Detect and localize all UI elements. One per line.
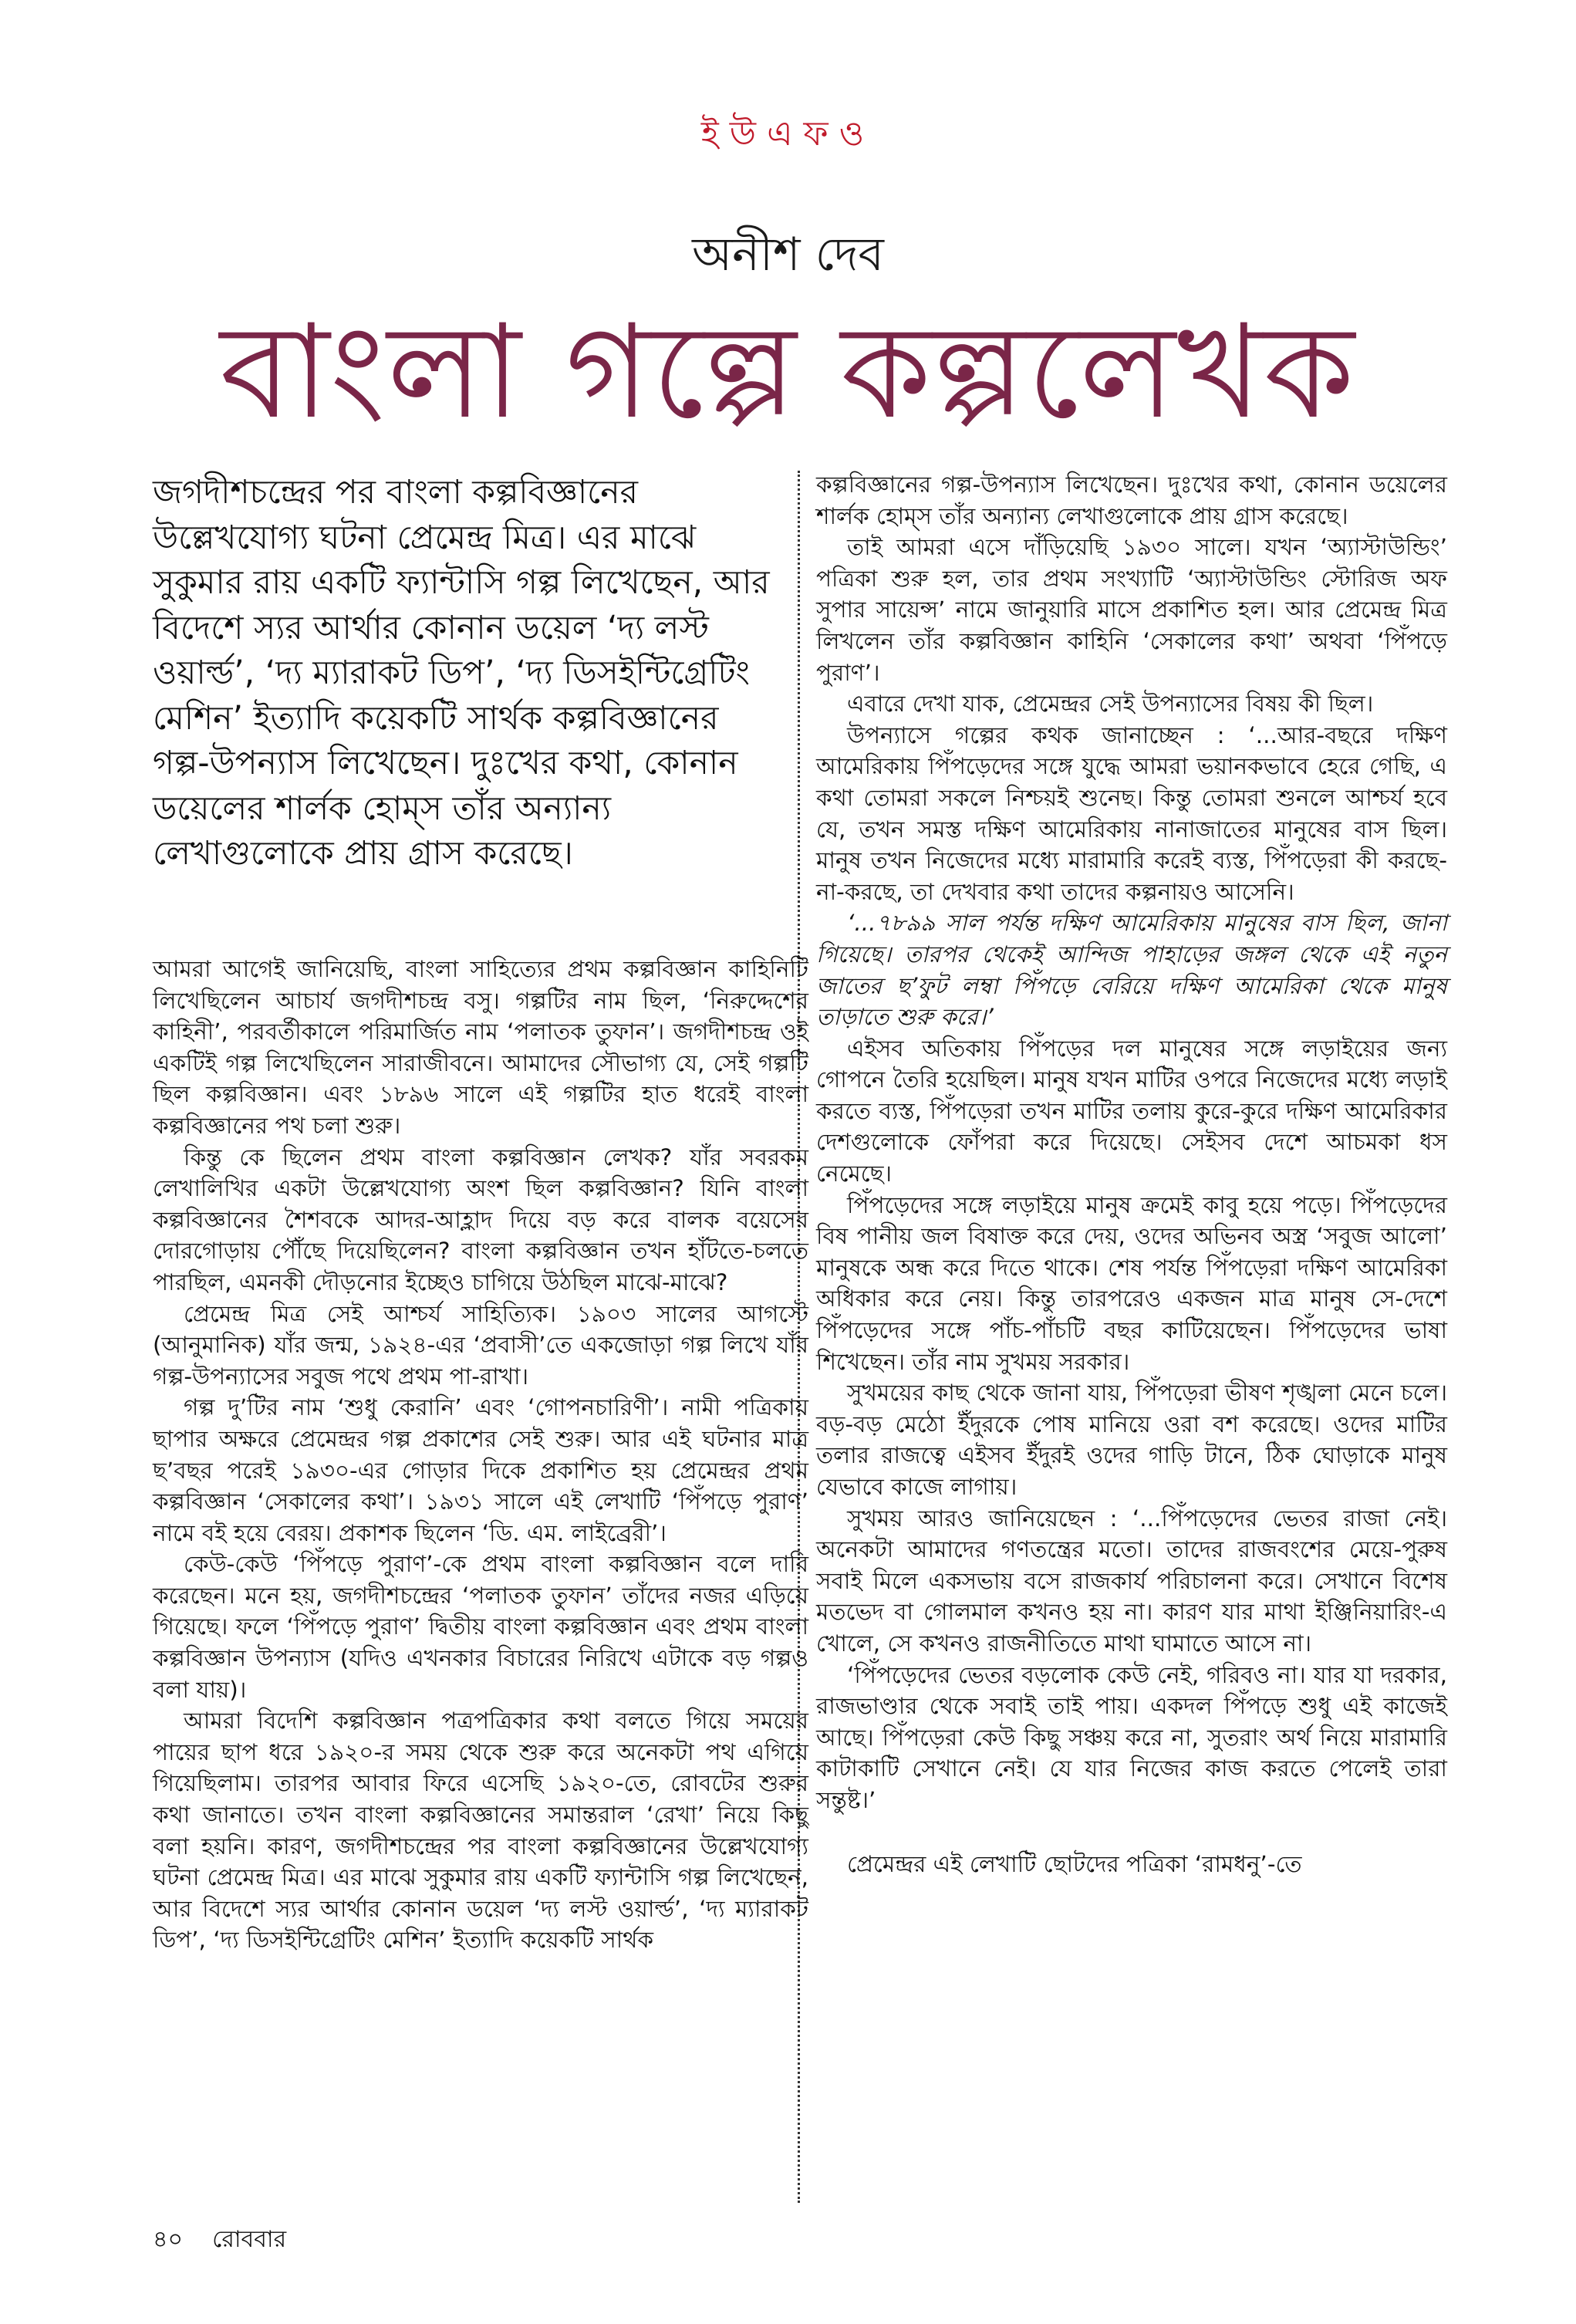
body-paragraph: প্রেমেন্দ্রর এই লেখাটি ছোটদের পত্রিকা ‘রামধনু’-তে bbox=[847, 1850, 1302, 1877]
lead-paragraph bbox=[153, 471, 770, 877]
article-title: বাংলা গল্পে কল্পলেখক bbox=[220, 296, 1356, 448]
body-column-right bbox=[816, 469, 1447, 1880]
body-paragraph: এইসব অতিকায় পিঁপড়ের দল মানুষের সঙ্গে লড়াইয়ের জন্য গোপনে তৈরি হয়েছিল। মানুষ যখন মাটির ওপরে নিজেদের মধ্যে লড়াই করতে ব্যস্ত, পিঁপড়েরা তখন মাটির তলায় কুরে-কুরে দক্ষিণ আমেরিকার দেশগুলোকে ফোঁপরা করে দিয়েছে। সেইসব দেশে আচমকা ধস নেমেছে। bbox=[816, 1035, 1447, 1187]
body-paragraph: উপন্যাসে গল্পের কথক জানাচ্ছেন : ‘...আর-বছরে দক্ষিণ আমেরিকায় পিঁপড়েদের সঙ্গে যুদ্ধে আমরা ভয়ানকভাবে হেরে গেছি, এ কথা তোমরা সকলে নিশ্চয়ই শুনেছ। কিন্তু তোমরা শুনলে আশ্চর্য হবে যে, তখন সমস্ত দক্ষিণ আমেরিকায় নানাজাতের মানুষের বাস ছিল। মানুষ তখন নিজেদের মধ্যে মারামারি করেই ব্যস্ত, পিঁপড়েরা কী করছে-না-করছে, তা দেখবার কথা তাদের কল্পনায়ও আসেনি। bbox=[816, 721, 1447, 905]
body-paragraph: সুখময় আরও জানিয়েছেন : ‘...পিঁপড়েদের ভেতর রাজা নেই। অনেকটা আমাদের গণতন্ত্রের মতো। তাদের রাজবংশের মেয়ে-পুরুষ সবাই মিলে একসভায় বসে রাজকার্য পরিচালনা করে। সেখানে বিশেষ মতভেদ বা গোলমাল কখনও হয় না। কারণ যার মাথা ইঞ্জিনিয়ারিং-এ খোলে, সে কখনও রাজনীতিতে মাথা ঘামাতে আসে না। bbox=[816, 1505, 1447, 1657]
body-paragraph: আমরা আগেই জানিয়েছি, বাংলা সাহিত্যের প্রথম কল্পবিজ্ঞান কাহিনিটি লিখেছিলেন আচার্য জগদীশচন্দ্র বসু। গল্পটির নাম ছিল, ‘নিরুদ্দেশের কাহিনী’, পরবর্তীকালে পরিমার্জিত নাম ‘পলাতক তুফান’। জগদীশচন্দ্র ওই একটিই গল্প লিখেছিলেন সারাজীবনে। আমাদের সৌভাগ্য যে, সেই গল্পটি ছিল কল্পবিজ্ঞান। এবং ১৮৯৬ সালে এই গল্পটির হাত ধরেই বাংলা কল্পবিজ্ঞানের পথ চলা শুরু। bbox=[153, 956, 808, 1139]
section-label: ইউএফও bbox=[700, 114, 876, 154]
page-footer bbox=[153, 2221, 286, 2260]
publication-name: রোববার bbox=[212, 2226, 287, 2253]
body-paragraph: সুখময়ের কাছ থেকে জানা যায়, পিঁপড়েরা ভীষণ শৃঙ্খলা মেনে চলে। বড়-বড় মেঠো ইঁদুরকে পোষ মানিয়ে ওরা বশ করেছে। ওদের মাটির তলার রাজত্বে এইসব ইঁদুরই ওদের গাড়ি টানে, ঠিক ঘোড়াকে মানুষ যেভাবে কাজে লাগায়। bbox=[816, 1380, 1447, 1500]
body-paragraph: আমরা বিদেশি কল্পবিজ্ঞান পত্রপত্রিকার কথা বলতে গিয়ে সময়ের পায়ের ছাপ ধরে ১৯২০-র সময় থেকে শুরু করে অনেকটা পথ এগিয়ে গিয়েছিলাম। তারপর আবার ফিরে এসেছি ১৯২০-তে, রোবটের শুরুর কথা জানাতে। তখন বাংলা কল্পবিজ্ঞানের সমান্তরাল ‘রেখা’ নিয়ে কিছু বলা হয়নি। কারণ, জগদীশচন্দ্রের পর বাংলা কল্পবিজ্ঞানের উল্লেখযোগ্য ঘটনা প্রেমেন্দ্র মিত্র। এর মাঝে সুকুমার রায় একটি ফ্যান্টাসি গল্প লিখেছেন, আর বিদেশে স্যর আর্থার কোনান ডয়েল ‘দ্য লস্ট ওয়ার্ল্ড’, ‘দ্য ম্যারাকট ডিপ’, ‘দ্য ডিসইন্টিগ্রেটিং মেশিন’ ইত্যাদি কয়েকটি সার্থক bbox=[153, 1708, 808, 1954]
body-paragraph: তাই আমরা এসে দাঁড়িয়েছি ১৯৩০ সালে। যখন ‘অ্যাস্টাউন্ডিং’ পত্রিকা শুরু হল, তার প্রথম সংখ্যাটি ‘অ্যাস্টাউন্ডিং স্টোরিজ অফ সুপার সায়েন্স’ নামে জানুয়ারি মাসে প্রকাশিত হল। আর প্রেমেন্দ্র মিত্র লিখলেন তাঁর কল্পবিজ্ঞান কাহিনি ‘সেকালের কথা’ অথবা ‘পিঁপড়ে পুরাণ’। bbox=[816, 534, 1447, 686]
body-paragraph: কেউ-কেউ ‘পিঁপড়ে পুরাণ’-কে প্রথম বাংলা কল্পবিজ্ঞান বলে দাবি করেছেন। মনে হয়, জগদীশচন্দ্রের ‘পলাতক তুফান’ তাঁদের নজর এড়িয়ে গিয়েছে। ফলে ‘পিঁপড়ে পুরাণ’ দ্বিতীয় বাংলা কল্পবিজ্ঞান এবং প্রথম বাংলা কল্পবিজ্ঞান উপন্যাস (যদিও এখনকার বিচারের নিরিখে এটাকে বড় গল্পও বলা যায়)। bbox=[153, 1551, 808, 1703]
body-paragraph: গল্প দু’টির নাম ‘শুধু কেরানি’ এবং ‘গোপনচারিণী’। নামী পত্রিকায় ছাপার অক্ষরে প্রেমেন্দ্রর গল্প প্রকাশের সেই শুরু। আর এই ঘটনার মাত্র ছ’বছর পরেই ১৯৩০-এর গোড়ার দিকে প্রকাশিত হয় প্রেমেন্দ্রর প্রথম কল্পবিজ্ঞান ‘সেকালের কথা’। ১৯৩১ সালে এই লেখাটি ‘পিঁপড়ে পুরাণ’ নামে বই হয়ে বেরয়। প্রকাশক ছিলেন ‘ডি. এম. লাইব্রেরী’। bbox=[153, 1394, 808, 1546]
page-number: ৪০ bbox=[153, 2226, 183, 2253]
body-paragraph: কল্পবিজ্ঞানের গল্প-উপন্যাস লিখেছেন। দুঃখের কথা, কোনান ডয়েলের শার্লক হোম্স তাঁর অন্যান্য লেখাগুলোকে প্রায় গ্রাস করেছে। bbox=[816, 471, 1447, 529]
lead-text: জগদীশচন্দ্রের পর বাংলা কল্পবিজ্ঞানের উল্লেখযোগ্য ঘটনা প্রেমেন্দ্র মিত্র। এর মাঝে সুকুমার রায় একটি ফ্যান্টাসি গল্প লিখেছেন, আর বিদেশে স্যর আর্থার কোনান ডয়েল ‘দ্য লস্ট ওয়ার্ল্ড’, ‘দ্য ম্যারাকট ডিপ’, ‘দ্য ডিসইন্টিগ্রেটিং মেশিন’ ইত্যাদি কয়েকটি সার্থক কল্পবিজ্ঞানের গল্প-উপন্যাস লিখেছেন। দুঃখের কথা, কোনান ডয়েলের শার্লক হোম্স তাঁর অন্যান্য লেখাগুলোকে প্রায় গ্রাস করেছে। bbox=[153, 474, 770, 873]
quoted-paragraph: ‘...৭৮৯৯ সাল পর্যন্ত দক্ষিণ আমেরিকায় মানুষের বাস ছিল, জানা গিয়েছে। তারপর থেকেই আন্দিজ পাহাড়ের জঙ্গল থেকে এই নতুন জাতের ছ’ফুট লম্বা পিঁপড়ে বেরিয়ে দক্ষিণ আমেরিকা থেকে মানুষ তাড়াতে শুরু করে।’ bbox=[816, 910, 1447, 1031]
body-paragraph: পিঁপড়েদের সঙ্গে লড়াইয়ে মানুষ ক্রমেই কাবু হয়ে পড়ে। পিঁপড়েদের বিষ পানীয় জল বিষাক্ত করে দেয়, ওদের অভিনব অস্ত্র ‘সবুজ আলো’ মানুষকে অন্ধ করে দিতে থাকে। শেষ পর্যন্ত পিঁপড়েরা দক্ষিণ আমেরিকা অধিকার করে নেয়। কিন্তু তারপরেও একজন মাত্র মানুষ সে-দেশে পিঁপড়েদের সঙ্গে পাঁচ-পাঁচটি বছর কাটিয়েছেন। পিঁপড়েদের ভাষা শিখেছেন। তাঁর নাম সুখময় সরকার। bbox=[816, 1191, 1447, 1375]
author-name: অনীশ দেব bbox=[692, 228, 884, 282]
body-paragraph: ‘পিঁপড়েদের ভেতর বড়লোক কেউ নেই, গরিবও না। যার যা দরকার, রাজভাণ্ডার থেকে সবাই তাই পায়। একদল পিঁপড়ে শুধু এই কাজেই আছে। পিঁপড়েরা কেউ কিছু সঞ্চয় করে না, সুতরাং অর্থ নিয়ে মারামারি কাটাকাটি সেখানে নেই। যে যার নিজের কাজ করতে পেলেই তারা সন্তুষ্ট।’ bbox=[816, 1661, 1447, 1813]
body-column-left bbox=[153, 954, 808, 1956]
body-paragraph: এবারে দেখা যাক, প্রেমেন্দ্রর সেই উপন্যাসের বিষয় কী ছিল। bbox=[847, 691, 1374, 718]
body-paragraph: প্রেমেন্দ্র মিত্র সেই আশ্চর্য সাহিত্যিক। ১৯০৩ সালের আগস্টে (আনুমানিক) যাঁর জন্ম, ১৯২৪-এর ‘প্রবাসী’তে একজোড়া গল্প লিখে যাঁর গল্প-উপন্যাসের সবুজ পথে প্রথম পা-রাখা। bbox=[153, 1300, 808, 1390]
body-paragraph: কিন্তু কে ছিলেন প্রথম বাংলা কল্পবিজ্ঞান লেখক? যাঁর সবরকম লেখালিখির একটা উল্লেখযোগ্য অংশ ছিল কল্পবিজ্ঞান? যিনি বাংলা কল্পবিজ্ঞানের শৈশবকে আদর-আহ্লাদ দিয়ে বড় করে বালক বয়েসের দোরগোড়ায় পৌঁছে দিয়েছিলেন? বাংলা কল্পবিজ্ঞান তখন হাঁটতে-চলতে পারছিল, এমনকী দৌড়নোর ইচ্ছেও চাগিয়ে উঠছিল মাঝে-মাঝে? bbox=[153, 1143, 808, 1295]
